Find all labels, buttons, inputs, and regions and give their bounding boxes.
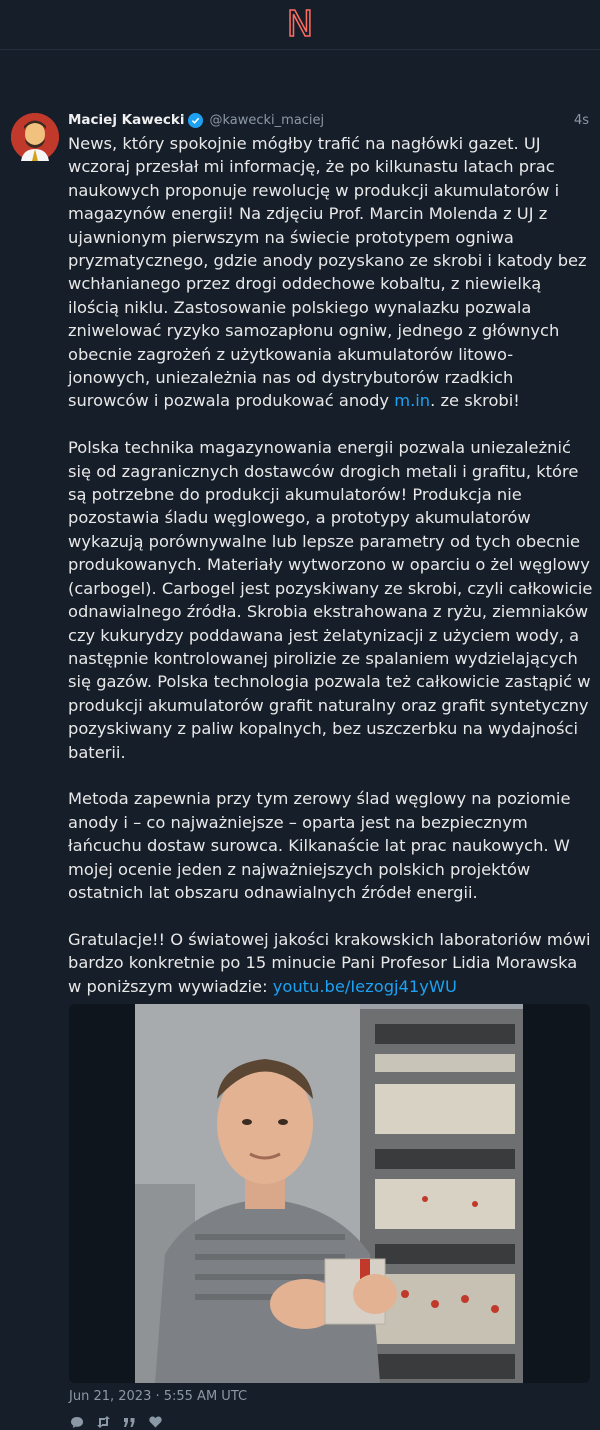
paragraph-text: News, który spokojnie mógłby trafić na nagłówki gazet. UJ wczoraj przesłał mi informację, że po kilkunastu latach prac naukowych proponuje rewolucję w produkcji akumulatorów i magazynów energii! Na zdjęciu Prof. Marcin Molenda z UJ z ujawnionym pierwszym na świecie prototypem ogniwa pryzmatycznego, gdzie anody pozyskano ze skrobi i katody bez wchłanianego przez drogi oddechowe kobaltu, z niewielką ilością niklu. Zastosowanie polskiego wynalazku pozwala zniwelować ryzyko samozapłonu ogniw, jednego z głównych obecnie zagrożeń z użytkowania akumulatorów litowo-jonowych, uniezależnia nas od dystrybutorów rzadkich surowców i pozwala produkować anody xyxy=(68,134,587,411)
tweet-stats xyxy=(69,1414,163,1430)
retweet-icon[interactable] xyxy=(95,1414,111,1430)
top-nav xyxy=(0,0,600,50)
tweet-paragraph-2: Polska technika magazynowania energii pozwala uniezależnić się od zagranicznych dostawców drogich metali i grafitu, które są potrzebne do produkcji akumulatorów! Produkcja nie pozostawia śladu węglowego, a prototypy akumulatorów wykazują porównywalne lub lepsze parametry od tych obecnie produkowanych. Materiały wytworzono w oparciu o żel węglowy (carbogel). Carbogel jest pozyskiwany ze skrobi, czyli całkowicie odnawialnego źródła. Skrobia ekstrahowana z ryżu, ziemniaków czy kukurydzy poddawana jest żelatynizacji z użyciem wody, a następnie kontrolowanej pirolizie ze spalaniem wydzielających się gazów. Polska technologia pozwala też całkowicie zastąpić w produkcji akumulatorów grafit naturalny oraz grafit syntetyczny pozyskiwany z paliw kopalnych, bez uszczerbku na wydajności baterii. xyxy=(68,438,593,762)
tweet-paragraph-1 xyxy=(68,132,593,413)
attachment-photo[interactable] xyxy=(135,1004,523,1383)
tweet-content xyxy=(68,132,593,1021)
heart-icon[interactable] xyxy=(147,1414,163,1430)
tweet-published[interactable]: Jun 21, 2023 · 5:55 AM UTC xyxy=(69,1389,248,1404)
tweet-paragraph-4 xyxy=(68,928,593,998)
nitter-logo[interactable]: N xyxy=(286,3,314,45)
tweet-paragraph-3: Metoda zapewnia przy tym zerowy ślad węglowy na poziomie anody i – co najważniejsze – oparta jest na bezpiecznym łańcuchu dostaw surowca. Kilkanaście lat prac naukowych. W mojej ocenie jeden z najważniejszych polskich projektów ostatnich lat obszaru odnawialnych źródeł energii. xyxy=(68,789,571,902)
quote-icon[interactable] xyxy=(121,1414,137,1430)
tweet xyxy=(0,50,600,1404)
comment-icon[interactable] xyxy=(69,1414,85,1430)
tweet-header xyxy=(68,112,589,128)
attachment[interactable] xyxy=(69,1004,590,1383)
verified-icon xyxy=(188,113,203,128)
paragraph-text: Gratulacje!! O światowej jakości krakowskich laboratoriów mówi bardzo konkretnie po 15 minucie Pani Profesor Lidia Morawska w poniższym wywiadzie: xyxy=(68,929,591,996)
username[interactable]: @kawecki_maciej xyxy=(209,112,325,128)
fullname[interactable]: Maciej Kawecki xyxy=(68,112,185,128)
avatar[interactable] xyxy=(11,113,59,161)
min-link[interactable]: m.in xyxy=(394,391,431,411)
youtube-link[interactable]: youtu.be/Iezogj41yWU xyxy=(272,976,457,996)
tweet-date[interactable]: 4s xyxy=(573,112,589,128)
paragraph-text: . ze skrobi! xyxy=(430,391,520,411)
